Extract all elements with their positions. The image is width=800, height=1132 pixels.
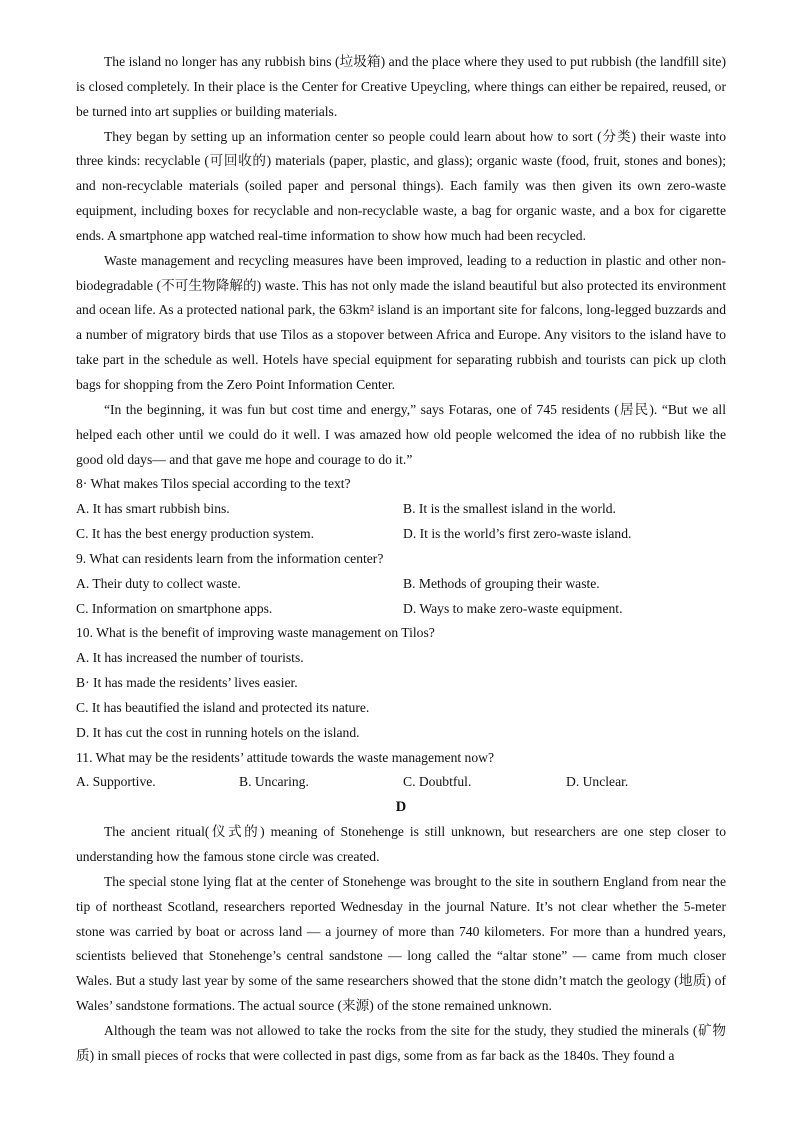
option-d[interactable]: D. Ways to make zero-waste equipment. <box>403 600 623 616</box>
passage-paragraph: They began by setting up an information center so people could learn about how to sort (分类) their waste into three kinds: recyclable (可回收的) materials (paper, plastic, and glass); organic waste (food, fruit, stones and bones); and non-recyclable materials (soiled paper and personal things). Each family was then given its own zero-waste equipment, including boxes for recyclable and non-recyclable waste, a bag for organic waste, and a box for cigarette ends. A smartphone app watched real-time information to show how much had been recycled. <box>76 128 726 243</box>
question-stem: 9. What can residents learn from the information center? <box>76 550 384 566</box>
option-c[interactable]: C. Information on smartphone apps. <box>76 600 273 616</box>
option-b[interactable]: B. It is the smallest island in the world. <box>403 501 616 517</box>
question-10 <box>76 621 726 745</box>
option-a[interactable]: A. It has increased the number of tourists. <box>76 650 304 666</box>
passage-paragraph: Although the team was not allowed to take the rocks from the site for the study, they studied the minerals (矿物质) in small pieces of rocks that were collected in past digs, some from as far back as the 1840s. They found a <box>76 1022 726 1063</box>
question-stem: 8· What makes Tilos special according to the text? <box>76 476 351 492</box>
question-stem: 10. What is the benefit of improving waste management on Tilos? <box>76 625 435 641</box>
passage-paragraph: “In the beginning, it was fun but cost time and energy,” says Fotaras, one of 745 residents (居民). “But we all helped each other until we could do it well. I was amazed how old people welcomed the idea of no rubbish like the good old days— and that gave me hope and courage to do it.” <box>76 401 726 467</box>
option-list <box>76 497 726 547</box>
option-list <box>76 572 726 622</box>
option-b[interactable]: B. Uncaring. <box>239 774 309 790</box>
option-b[interactable]: B. Methods of grouping their waste. <box>403 575 600 591</box>
option-d[interactable]: D. Unclear. <box>566 774 629 790</box>
passage-paragraph: The island no longer has any rubbish bins (垃圾箱) and the place where they used to put rubbish (the landfill site) is closed completely. In their place is the Center for Creative Upeycling, where things can either be repaired, reused, or be turned into art supplies or building materials. <box>76 54 726 119</box>
question-11 <box>76 746 726 796</box>
passage-c <box>76 50 726 472</box>
option-a[interactable]: A. Supportive. <box>76 774 156 790</box>
option-b[interactable]: B· It has made the residents’ lives easier. <box>76 675 298 691</box>
question-stem: 11. What may be the residents’ attitude towards the waste management now? <box>76 749 495 765</box>
passage-paragraph: Waste management and recycling measures have been improved, leading to a reduction in plastic and other non-biodegradable (不可生物降解的) waste. This has not only made the island beautiful but also protected its environment and ocean life. As a protected national park, the 63km² island is an important site for falcons, long-legged buzzards and a number of migratory birds that use Tilos as a stopover between Africa and Europe. Any visitors to the island have to take part in the schedule as well. Hotels have special equipment for separating rubbish and tourists can pick up cloth bags for shopping from the Zero Point Information Center. <box>76 252 726 392</box>
option-c[interactable]: C. Doubtful. <box>403 774 472 790</box>
option-c[interactable]: C. It has beautified the island and protected its nature. <box>76 699 370 715</box>
passage-paragraph: The special stone lying flat at the center of Stonehenge was brought to the site in southern England from near the tip of northeast Scotland, researchers reported Wednesday in the journal Nature. It’s not clear whether the 5-meter stone was carried by boat or across land — a journey of more than 740 kilometers. For more than a hundred years, scientists believed that Stonehenge’s central sandstone — long called the “altar stone” — came from much closer Wales. But a study last year by some of the same researchers showed that the stone didn’t match the geology (地质) of Wales’ sandstone formations. The actual source (来源) of the stone remained unknown. <box>76 873 726 1014</box>
option-list <box>76 770 726 795</box>
option-a[interactable]: A. Their duty to collect waste. <box>76 575 241 591</box>
option-c[interactable]: C. It has the best energy production system. <box>76 526 314 542</box>
passage-paragraph: The ancient ritual(仪式的) meaning of Stonehenge is still unknown, but researchers are one step closer to understanding how the famous stone circle was created. <box>76 824 726 864</box>
question-9 <box>76 547 726 622</box>
option-d[interactable]: D. It is the world’s first zero-waste island. <box>403 526 632 542</box>
option-list <box>76 646 726 745</box>
option-a[interactable]: A. It has smart rubbish bins. <box>76 501 230 517</box>
question-8 <box>76 472 726 547</box>
option-d[interactable]: D. It has cut the cost in running hotels on the island. <box>76 724 360 740</box>
section-heading: D <box>395 799 407 816</box>
exam-page <box>76 50 726 1069</box>
passage-d <box>76 795 726 1068</box>
